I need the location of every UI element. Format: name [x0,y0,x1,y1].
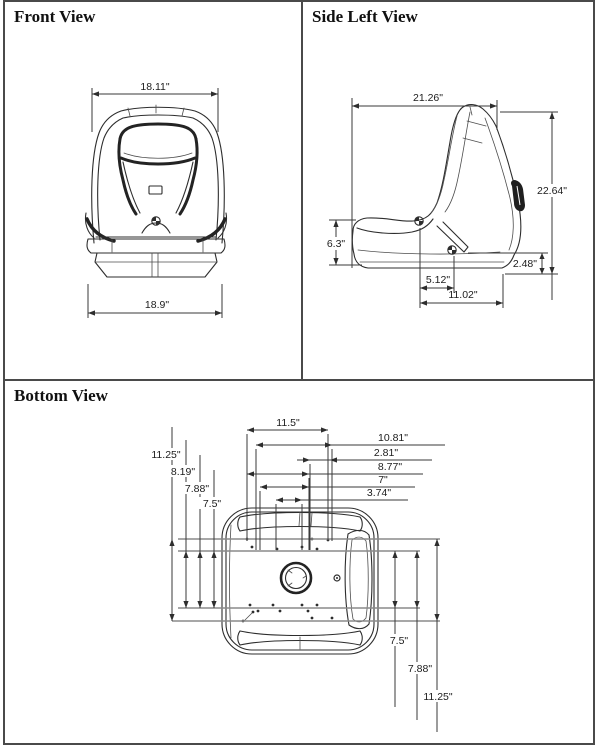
bottom-view-title: Bottom View [14,386,108,405]
leader-tick [244,613,252,621]
dimension-side-left [324,220,362,265]
dimension-side-inner-right [468,253,548,274]
side-right-label: 22.64" [536,185,568,197]
front-bottom-width-label: 18.9" [144,299,170,311]
side-view-drawing [302,0,600,380]
dimension-bottom-top-3 [297,447,432,550]
side-bottom-2-label: 11.02" [448,289,478,301]
side-left-label: 6.3" [326,238,346,250]
side-bolt-lower [448,246,456,254]
side-bottom-1-label: 5.12" [425,274,451,286]
dimension-bottom-right-1 [386,551,413,707]
bottom-dim-right-7-5: 7.5" [389,635,409,647]
dimension-bottom-top-4 [247,461,423,550]
side-top-label: 21.26" [412,92,444,104]
bottom-dim-left-7-88: 7.88" [184,483,210,495]
small-hole [334,575,340,581]
front-view-title: Front View [14,7,96,26]
bottom-dim-left-7-5: 7.5" [202,498,222,510]
bottom-seat-outline [222,508,378,654]
dimension-bottom-top-1 [247,417,328,541]
front-view-drawing [0,0,302,380]
bottom-dim-2-81: 2.81" [373,447,399,459]
dimension-side-right [500,112,571,300]
bottom-dim-left-11-25: 11.25" [151,449,181,461]
side-bolt-upper [415,217,423,225]
side-seat-outline [352,105,525,268]
dimension-bottom-top-6 [276,487,408,550]
mount-bracket [437,222,468,252]
backrest-bolt [152,217,160,225]
bottom-dim-3-74: 3.74" [366,487,392,499]
side-inner-right-label: 2.48" [512,258,537,270]
bottom-dim-8-77: 8.77" [377,461,403,473]
front-top-width-label: 18.11" [140,81,170,93]
bottom-dim-7: 7" [378,474,388,486]
dimension-front-bottom-width [88,284,222,318]
dimension-side-top [352,92,497,268]
pivot-hole [281,563,311,593]
bottom-dim-right-11-25: 11.25" [423,691,453,703]
front-seat-outline [85,105,226,277]
bottom-dim-left-8-19: 8.19" [170,466,196,478]
backrest-slot [149,186,162,194]
bottom-view-drawing [0,380,600,749]
seat-adjust-lever [511,180,525,211]
dimension-bottom-left-1 [148,427,185,621]
bottom-dim-right-7-88: 7.88" [407,663,433,675]
side-view-title: Side Left View [312,7,418,26]
bottom-dim-11-5: 11.5" [276,417,300,429]
bottom-dim-10-81: 10.81" [377,432,409,444]
dimension-bottom-right-3 [420,539,457,732]
